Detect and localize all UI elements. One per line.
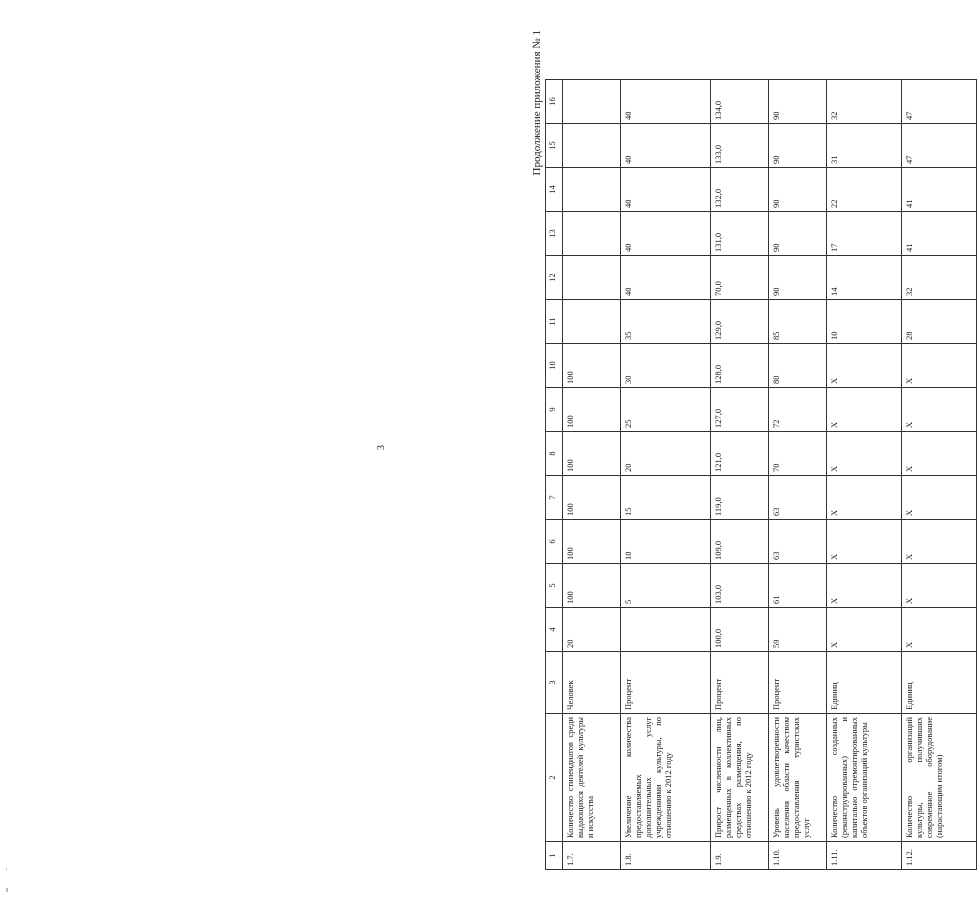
header-row <box>546 80 563 870</box>
value-cell <box>563 256 621 300</box>
header-cell: 16 <box>546 80 563 124</box>
table-row <box>621 80 711 870</box>
value-cell: 59 <box>769 608 827 652</box>
continuation-label: Продолжение приложения № 1 <box>531 30 543 176</box>
value-cell: 109,0 <box>711 520 769 564</box>
value-cell: X <box>827 388 902 432</box>
header-cell: 6 <box>546 520 563 564</box>
value-cell: 100 <box>563 520 621 564</box>
header-cell: 8 <box>546 432 563 476</box>
header-cell: 1 <box>546 842 563 870</box>
header-cell: 4 <box>546 608 563 652</box>
value-cell: 129,0 <box>711 300 769 344</box>
value-cell: 40 <box>621 80 711 124</box>
value-cell <box>563 212 621 256</box>
value-cell: 103,0 <box>711 564 769 608</box>
value-cell <box>563 124 621 168</box>
value-cell <box>621 608 711 652</box>
value-cell: X <box>827 344 902 388</box>
value-cell: 25 <box>621 388 711 432</box>
value-cell: 5 <box>621 564 711 608</box>
value-cell: X <box>902 520 977 564</box>
value-cell: X <box>827 608 902 652</box>
value-cell: 17 <box>827 212 902 256</box>
indicator-name: Количество организаций культуры, получивших современное оборудование (нарастающим итогом) <box>902 714 977 842</box>
value-cell: 41 <box>902 168 977 212</box>
value-cell: X <box>902 608 977 652</box>
value-cell: 32 <box>902 256 977 300</box>
value-cell: 70,0 <box>711 256 769 300</box>
value-cell: 132,0 <box>711 168 769 212</box>
unit-of-measure: Процент <box>621 652 711 714</box>
header-cell: 5 <box>546 564 563 608</box>
header-cell: 15 <box>546 124 563 168</box>
value-cell: 85 <box>769 300 827 344</box>
value-cell <box>563 300 621 344</box>
value-cell: 90 <box>769 212 827 256</box>
indicator-name: Прирост численности лиц, размещенных в коллективных средствах размещения, по отношению к 2012 году <box>711 714 769 842</box>
unit-of-measure: Единиц <box>902 652 977 714</box>
scan-artifact <box>6 868 7 871</box>
header-cell: 3 <box>546 652 563 714</box>
value-cell: 40 <box>621 124 711 168</box>
table-row <box>769 80 827 870</box>
value-cell: 127,0 <box>711 388 769 432</box>
indicator-name: Уровень удовлетворенности населения области качеством предоставления туристских услуг <box>769 714 827 842</box>
value-cell: 61 <box>769 564 827 608</box>
value-cell: X <box>902 476 977 520</box>
value-cell: 15 <box>621 476 711 520</box>
value-cell: 128,0 <box>711 344 769 388</box>
header-cell: 12 <box>546 256 563 300</box>
unit-of-measure: Человек <box>563 652 621 714</box>
value-cell: 63 <box>769 520 827 564</box>
row-number: 1.11. <box>827 842 902 870</box>
header-cell: 10 <box>546 344 563 388</box>
value-cell: 63 <box>769 476 827 520</box>
value-cell: 90 <box>769 168 827 212</box>
scan-artifact <box>6 888 8 892</box>
value-cell: 32 <box>827 80 902 124</box>
indicator-name: Количество стипендиатов среди выдающихся деятелей культуры и искусства <box>563 714 621 842</box>
header-cell: 14 <box>546 168 563 212</box>
value-cell: X <box>827 564 902 608</box>
value-cell: 72 <box>769 388 827 432</box>
value-cell: 47 <box>902 124 977 168</box>
value-cell: 40 <box>621 212 711 256</box>
indicator-name: Увеличение количества предоставляемых дополнительных услуг учреждениями культуры, по отношению к 2012 году <box>621 714 711 842</box>
value-cell: X <box>827 476 902 520</box>
value-cell: 22 <box>827 168 902 212</box>
value-cell: 31 <box>827 124 902 168</box>
row-number: 1.10. <box>769 842 827 870</box>
value-cell: X <box>902 344 977 388</box>
value-cell: 40 <box>621 256 711 300</box>
value-cell: X <box>902 388 977 432</box>
rotated-document-page <box>20 30 945 890</box>
value-cell: X <box>827 432 902 476</box>
value-cell: X <box>902 432 977 476</box>
table-row <box>563 80 621 870</box>
indicators-table <box>545 79 977 870</box>
value-cell: 47 <box>902 80 977 124</box>
value-cell: 20 <box>563 608 621 652</box>
value-cell: 131,0 <box>711 212 769 256</box>
value-cell: 100 <box>563 432 621 476</box>
value-cell: 134,0 <box>711 80 769 124</box>
value-cell <box>563 168 621 212</box>
table-row <box>827 80 902 870</box>
value-cell: 20 <box>621 432 711 476</box>
value-cell: 100 <box>563 388 621 432</box>
value-cell: 100,0 <box>711 608 769 652</box>
value-cell: 41 <box>902 212 977 256</box>
value-cell: 90 <box>769 80 827 124</box>
header-cell: 7 <box>546 476 563 520</box>
value-cell: X <box>902 564 977 608</box>
value-cell: 30 <box>621 344 711 388</box>
value-cell: 80 <box>769 344 827 388</box>
value-cell <box>563 80 621 124</box>
row-number: 1.12. <box>902 842 977 870</box>
value-cell: 10 <box>621 520 711 564</box>
value-cell: 133,0 <box>711 124 769 168</box>
table-row <box>902 80 977 870</box>
header-cell: 2 <box>546 714 563 842</box>
header-cell: 9 <box>546 388 563 432</box>
value-cell: 100 <box>563 344 621 388</box>
value-cell: 35 <box>621 300 711 344</box>
row-number: 1.7. <box>563 842 621 870</box>
table-row <box>711 80 769 870</box>
value-cell: 40 <box>621 168 711 212</box>
header-cell: 11 <box>546 300 563 344</box>
row-number: 1.9. <box>711 842 769 870</box>
indicator-name: Количество созданных (реконструированных) и капитально отремонтированных объектов организаций культуры <box>827 714 902 842</box>
value-cell: 90 <box>769 124 827 168</box>
value-cell: X <box>827 520 902 564</box>
value-cell: 90 <box>769 256 827 300</box>
value-cell: 28 <box>902 300 977 344</box>
unit-of-measure: Процент <box>769 652 827 714</box>
unit-of-measure: Единиц <box>827 652 902 714</box>
header-cell: 13 <box>546 212 563 256</box>
value-cell: 100 <box>563 476 621 520</box>
page-number: 3 <box>376 445 387 450</box>
value-cell: 100 <box>563 564 621 608</box>
value-cell: 10 <box>827 300 902 344</box>
row-number: 1.8. <box>621 842 711 870</box>
value-cell: 119,0 <box>711 476 769 520</box>
value-cell: 121,0 <box>711 432 769 476</box>
value-cell: 70 <box>769 432 827 476</box>
value-cell: 14 <box>827 256 902 300</box>
unit-of-measure: Процент <box>711 652 769 714</box>
